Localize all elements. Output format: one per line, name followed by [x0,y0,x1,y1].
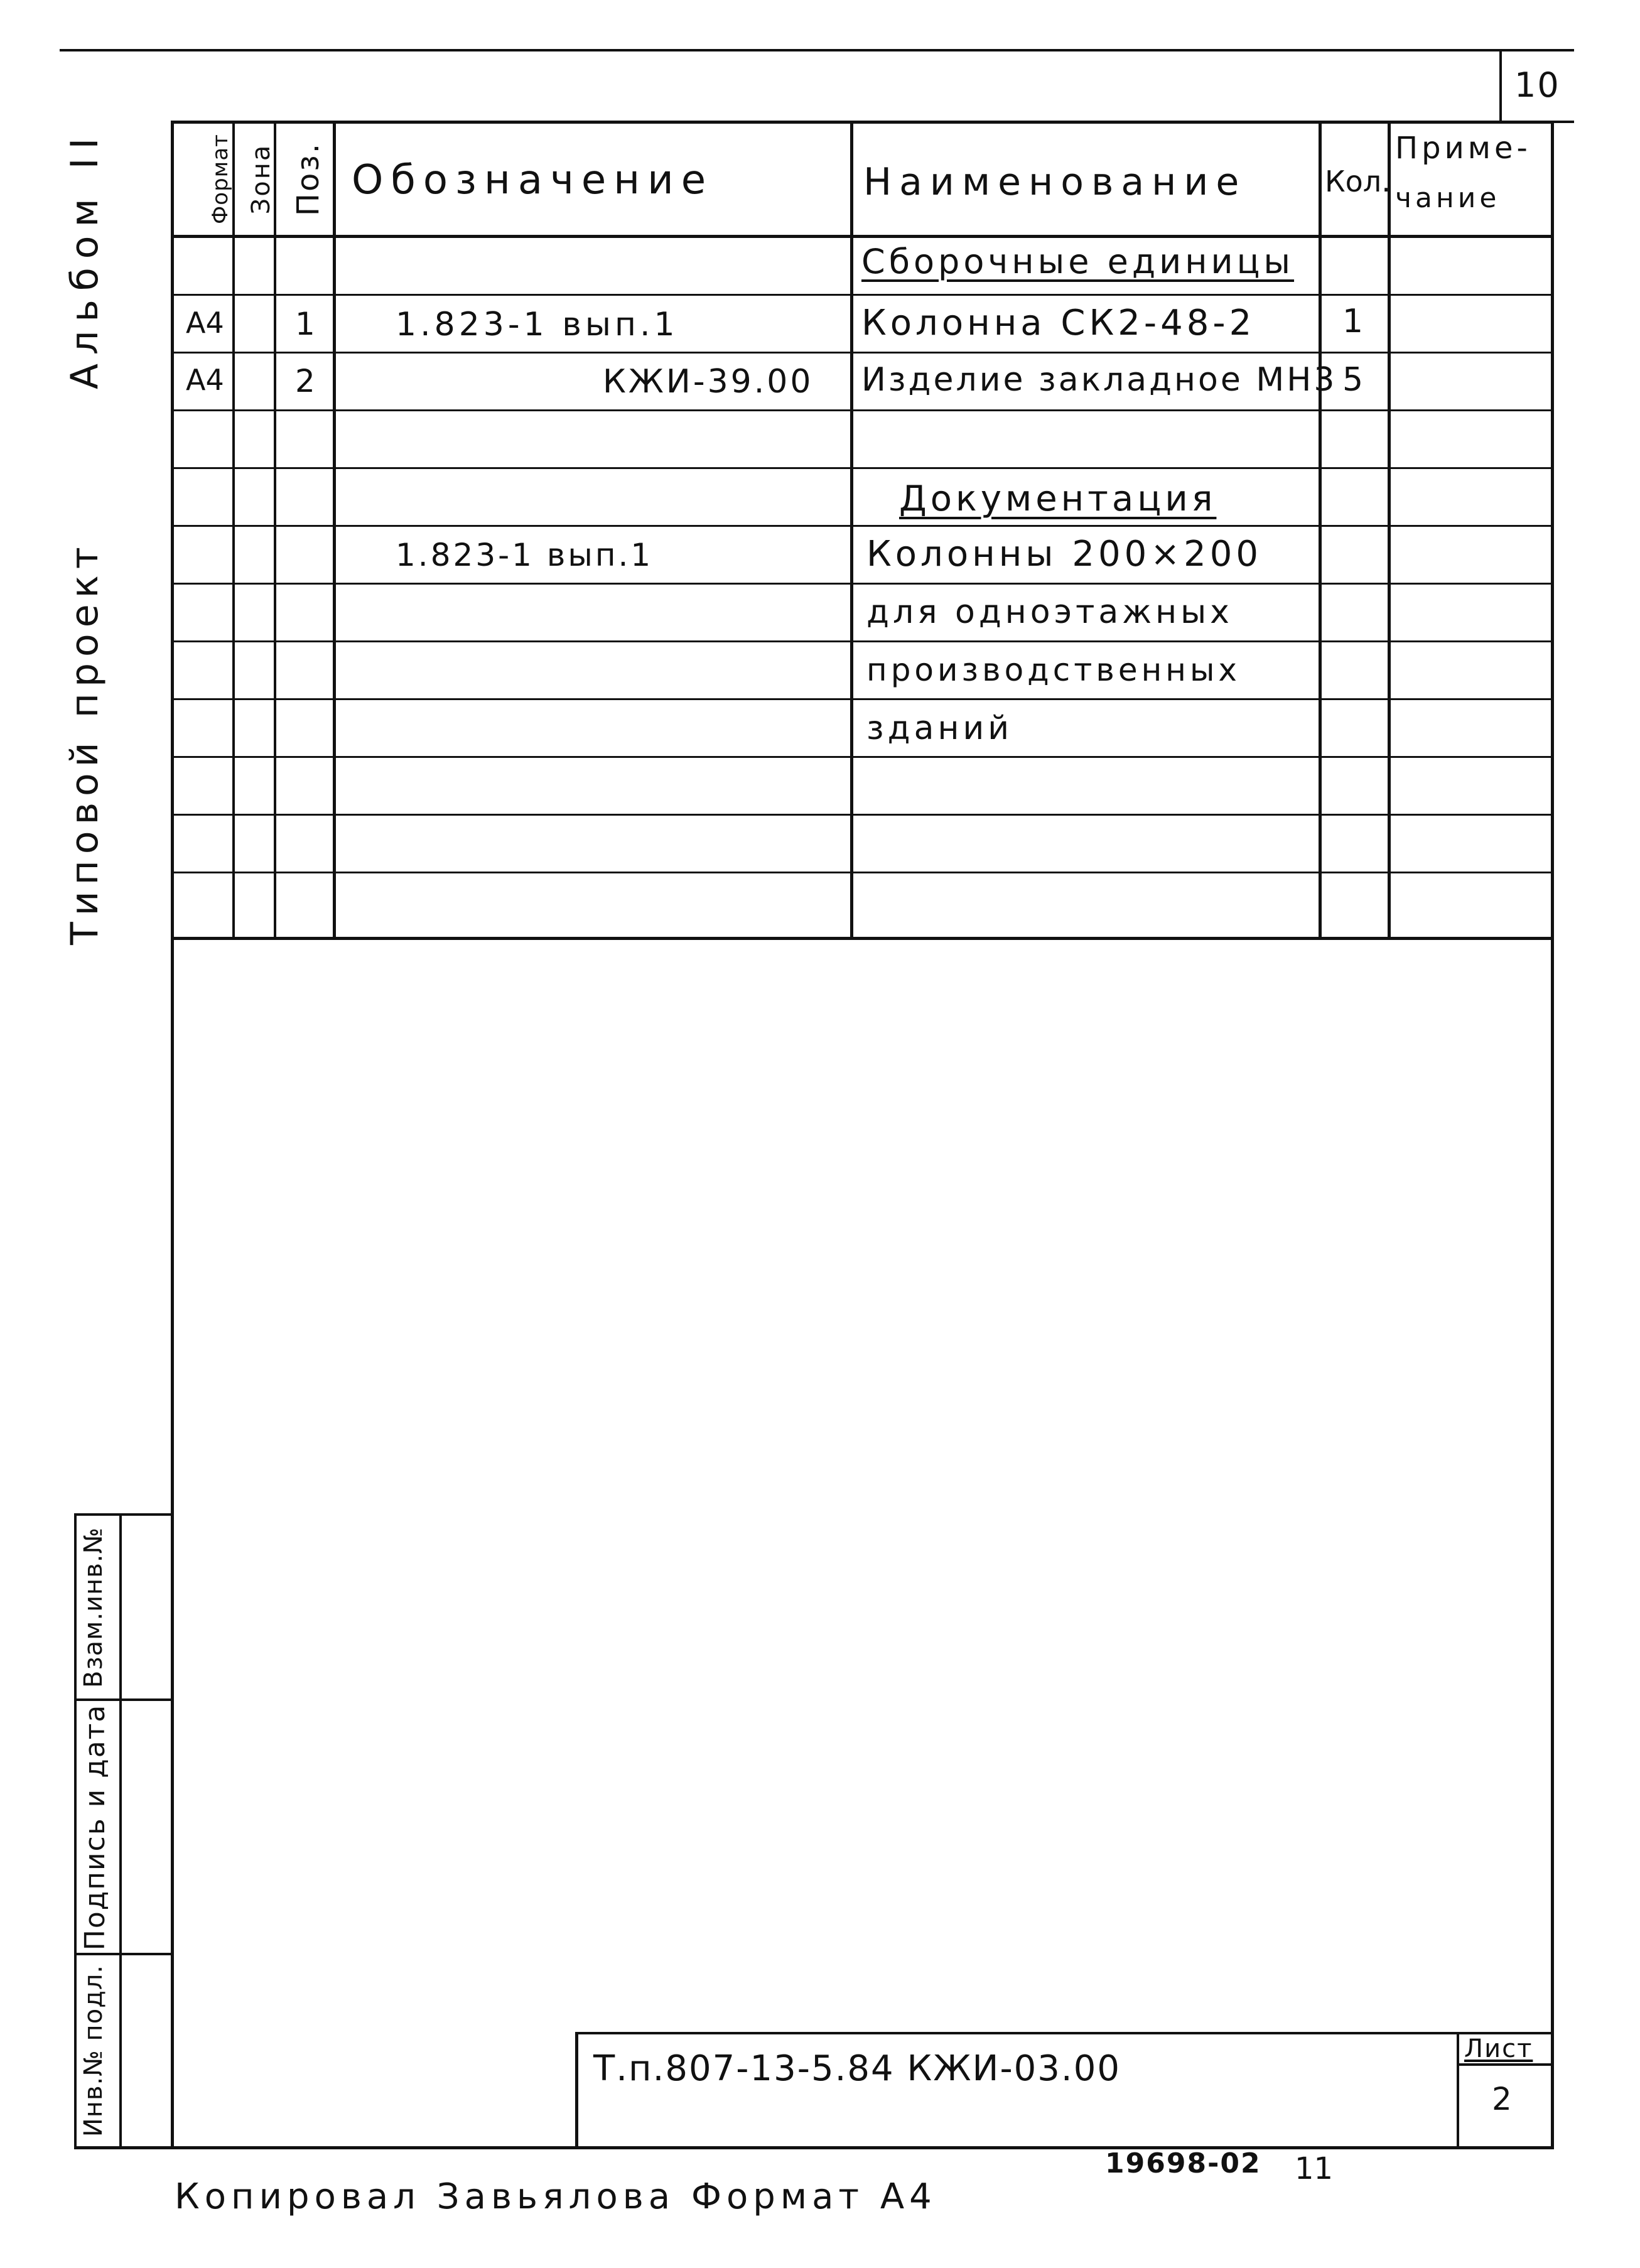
sheet-box-left [1457,2032,1459,2149]
row-pos: 2 [295,363,319,399]
row-qty: 5 [1342,361,1368,399]
row-name: производственных [866,652,1241,688]
section-title-documentation: Документация [899,478,1217,519]
header-designation: Обозначение [352,157,714,203]
row-line [171,583,1554,585]
sheet-number: 2 [1492,2081,1512,2117]
project-label: Типовой проект [63,541,107,945]
stamp-replace-inv: Взам.инв.№ [79,1526,108,1688]
copied-by: Копировал Завьялова Формат А4 [175,2176,937,2217]
footer-page: 11 [1295,2151,1334,2186]
header-pos: Поз. [291,141,326,217]
frame-bottom [171,2146,1554,2149]
row-name: Колонны 200×200 [866,534,1263,575]
row-name: Изделие закладное МН3 [861,361,1337,399]
col-line-qty [1388,121,1391,940]
stamp-sign-date: Подпись и дата [79,1704,111,1951]
row-format: А4 [186,306,224,340]
header-name: Наименование [863,160,1247,204]
row-line [171,294,1554,296]
row-name: для одноэтажных [866,593,1233,631]
stamp-outer-left [74,1513,77,2149]
document-code: Т.п.807-13-5.84 КЖИ-03.00 [593,2048,1121,2089]
row-name: Колонна СК2-48-2 [861,303,1256,343]
col-line-name [1319,121,1322,940]
frame-top [171,121,1554,124]
row-designation: 1.823-1 вып.1 [396,537,654,573]
col-line-pos [333,121,336,940]
row-line [171,640,1554,642]
row-line [171,814,1554,816]
row-qty: 1 [1342,303,1368,340]
row-line [171,409,1554,411]
frame-left [171,121,174,2149]
row-line [171,352,1554,354]
row-format: А4 [186,363,224,397]
section-title-assembly: Сборочные единицы [861,242,1295,281]
title-block-left [575,2032,578,2149]
header-qty: Кол. [1325,165,1391,198]
album-label: Альбом II [63,129,107,389]
stamp-inv-orig: Инв.№ подл. [79,1964,108,2137]
header-note-line1: Приме- [1395,131,1531,166]
page-number: 10 [1514,65,1560,105]
row-line [171,467,1554,469]
row-pos: 1 [295,306,319,342]
header-note-line2: чание [1395,182,1501,214]
row-line [171,872,1554,873]
row-designation: 1.823-1 вып.1 [396,306,679,343]
title-block-top [575,2032,1554,2034]
header-format: Формат [208,134,233,224]
row-name: зданий [866,710,1013,747]
header-bottom-line [171,235,1554,238]
table-bottom-line [171,937,1554,940]
header-zone: Зона [247,143,276,215]
archive-number: 19698-02 [1105,2147,1261,2179]
stamp-divider [119,1513,122,2149]
frame-right [1551,121,1554,2149]
row-line [171,698,1554,700]
row-designation: КЖИ-39.00 [603,363,814,401]
col-line-zone [274,121,276,940]
col-line-designation [850,121,853,940]
page-number-box-left [1499,50,1502,122]
col-line-format [232,121,235,940]
row-line [171,756,1554,758]
sheet-box-divider [1457,2063,1554,2066]
row-line [171,525,1554,527]
sheet-label: Лист [1464,2034,1533,2063]
top-rule [60,49,1574,51]
